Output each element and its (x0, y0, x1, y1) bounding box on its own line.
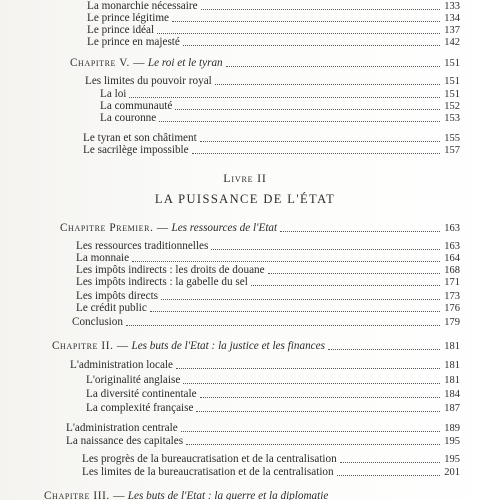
toc-entry (76, 302, 460, 315)
chapter-page: 181 (444, 341, 460, 352)
entry-page: 151 (444, 76, 460, 87)
chapter-heading (44, 490, 460, 500)
entry-label: Les impôts directs (76, 290, 159, 302)
entry-page: 179 (444, 317, 460, 328)
leader-dots (161, 298, 440, 300)
entry-label: Le sacrilège impossible (83, 144, 189, 156)
entry-page: 184 (444, 389, 460, 400)
leader-dots (176, 367, 440, 369)
entry-label: Le prince idéal (87, 24, 155, 36)
entry-page: 163 (444, 241, 460, 252)
entry-page: 173 (444, 291, 460, 302)
entry-label: Le crédit public (76, 302, 147, 314)
entry-label: L'originalité anglaise (86, 374, 181, 386)
toc-entry (70, 359, 460, 372)
chapter-page: 151 (444, 58, 460, 69)
leader-dots (215, 83, 440, 85)
leader-dots (280, 230, 440, 232)
book-label: Livre II (223, 171, 267, 185)
leader-dots (200, 396, 441, 398)
leader-dots (201, 8, 441, 10)
leader-dots (186, 443, 440, 445)
chapter-prefix: Chapitre II. — (52, 340, 129, 352)
entry-page: 153 (444, 113, 460, 124)
entry-label: Les limites de la bureaucratisation et de la centralisation (82, 466, 334, 478)
leader-dots (150, 310, 440, 312)
leader-dots (200, 140, 441, 142)
leader-dots (183, 44, 440, 46)
chapter-title: Les buts de l'Etat : la guerre et la diplomatie (127, 490, 329, 500)
entry-page: 176 (444, 303, 460, 314)
book-title: LA PUISSANCE DE L'ÉTAT (154, 192, 336, 206)
entry-label: La communauté (100, 100, 173, 112)
entry-page: 152 (444, 101, 460, 112)
entry-page: 134 (444, 13, 460, 24)
entry-label: La loi (100, 88, 127, 100)
entry-page: 142 (444, 37, 460, 48)
entry-label: Le prince en majesté (87, 36, 180, 48)
entry-page: 201 (444, 467, 460, 478)
leader-dots (175, 108, 440, 110)
entry-page: 137 (444, 25, 460, 36)
entry-page: 189 (444, 423, 460, 434)
toc-entry (72, 316, 460, 329)
leader-dots (251, 284, 440, 286)
entry-label: La complexité française (86, 402, 194, 414)
toc-entry (82, 453, 460, 466)
leader-dots (337, 474, 441, 476)
entry-label: La monnaie (76, 252, 130, 264)
chapter-heading (70, 57, 460, 70)
toc-entry (83, 144, 460, 157)
leader-dots (129, 96, 440, 98)
entry-label: Les ressources traditionnelles (76, 240, 209, 252)
entry-label: La monarchie nécessaire (87, 0, 198, 12)
toc-entry (86, 374, 460, 387)
toc-entry (86, 388, 460, 401)
chapter-title: Les ressources de l'Etat (171, 222, 278, 234)
entry-label: Le tyran et son châtiment (83, 132, 197, 144)
entry-page: 168 (444, 265, 460, 276)
entry-label: L'administration locale (70, 359, 173, 371)
leader-dots (126, 324, 440, 326)
leader-dots (328, 348, 440, 350)
toc-entry (76, 276, 460, 289)
entry-page: 181 (444, 360, 460, 371)
toc-entry (86, 402, 460, 415)
entry-label: Conclusion (72, 316, 123, 328)
leader-dots (183, 382, 440, 384)
entry-page: 181 (444, 375, 460, 386)
entry-label: Les impôts indirects : la gabelle du sel (76, 276, 248, 288)
toc-entry (85, 75, 460, 88)
chapter-prefix: Chapitre Premier. — (60, 222, 169, 234)
entry-label: Les progrès de la bureaucratisation et de la centralisation (82, 453, 337, 465)
chapter-title: Les buts de l'Etat : la justice et les finances (131, 340, 325, 352)
chapter-title: Le roi et le tyran (147, 57, 223, 69)
chapter-prefix: Chapitre V. — (70, 57, 146, 69)
toc-entry (87, 36, 460, 49)
entry-page: 195 (444, 454, 460, 465)
leader-dots (196, 410, 440, 412)
entry-page: 164 (444, 253, 460, 264)
leader-dots (226, 65, 441, 67)
leader-dots (172, 20, 440, 22)
entry-page: 151 (444, 89, 460, 100)
toc-entry (66, 422, 460, 435)
chapter-page: 163 (444, 223, 460, 234)
entry-label: L'administration centrale (66, 422, 178, 434)
entry-label: Le prince légitime (87, 12, 170, 24)
leader-dots (192, 152, 441, 154)
entry-page: 133 (444, 1, 460, 12)
chapter-prefix: Chapitre III. — (44, 490, 125, 500)
leader-dots (181, 430, 441, 432)
entry-page: 157 (444, 145, 460, 156)
entry-label: Les impôts indirects : les droits de douane (76, 264, 265, 276)
chapter-heading (60, 222, 460, 235)
leader-dots (340, 461, 441, 463)
entry-page: 155 (444, 133, 460, 144)
entry-label: La naissance des capitales (66, 435, 184, 447)
toc-entry (100, 112, 460, 125)
toc-entry (82, 466, 460, 479)
entry-page: 195 (444, 436, 460, 447)
leader-dots (157, 32, 440, 34)
chapter-heading (52, 340, 460, 353)
entry-page: 187 (444, 403, 460, 414)
entry-label: La couronne (100, 112, 157, 124)
leader-dots (159, 120, 440, 122)
leader-dots (211, 248, 440, 250)
leader-dots (132, 260, 440, 262)
entry-label: La diversité continentale (86, 388, 197, 400)
entry-page: 171 (444, 277, 460, 288)
entry-label: Les limites du pouvoir royal (85, 75, 212, 87)
leader-dots (268, 272, 441, 274)
toc-entry (66, 435, 460, 448)
